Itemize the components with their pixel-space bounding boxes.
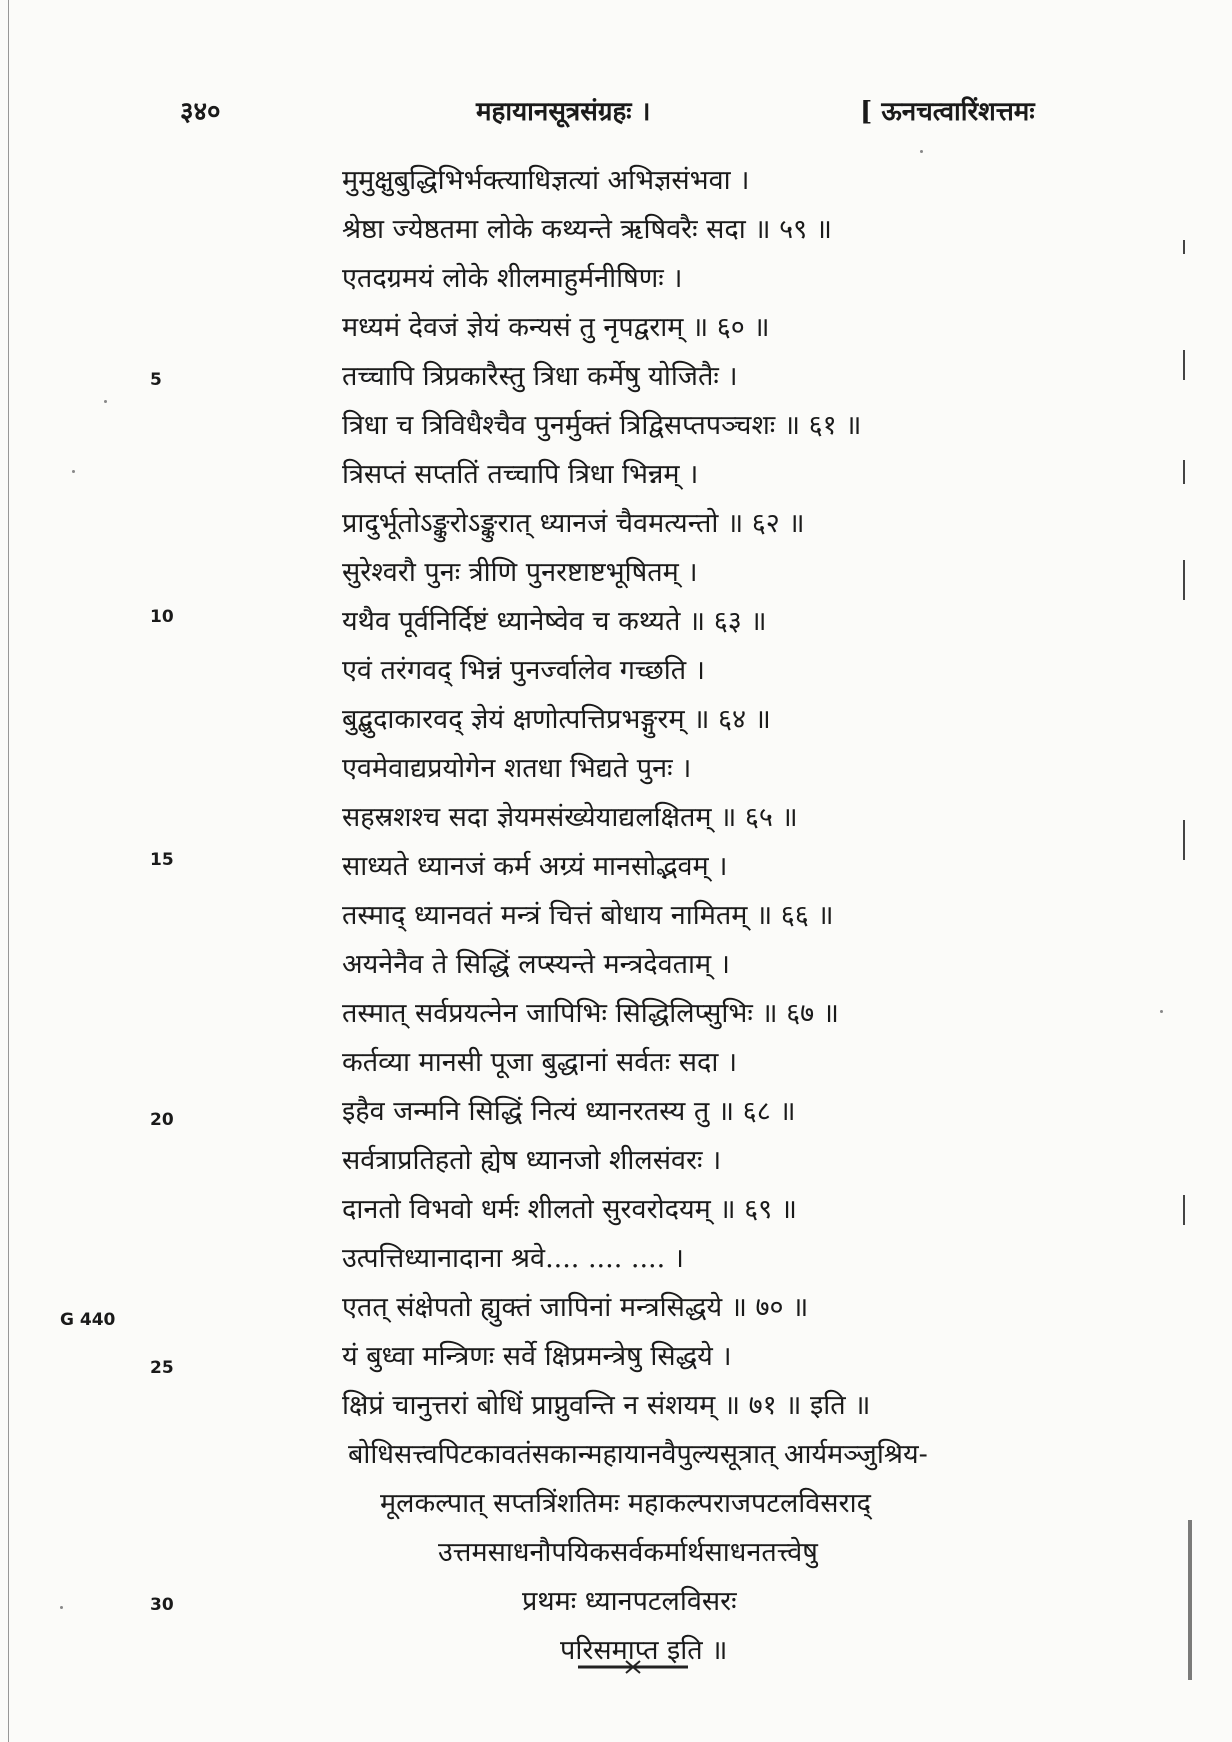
verse-line: तस्माद् ध्यानवतं मन्त्रं चित्तं बोधाय नामितम् ॥ ६६ ॥ <box>342 900 834 931</box>
verse-line: सर्वत्राप्रतिहतो ह्येष ध्यानजो शीलसंवरः । <box>342 1145 722 1176</box>
verse-line: तस्मात् सर्वप्रयत्नेन जापिभिः सिद्धिलिप्सुभिः ॥ ६७ ॥ <box>342 998 839 1029</box>
chapter-heading: [ ऊनचत्वारिंशत्तमः <box>860 97 1035 127</box>
ornament-divider <box>578 1660 688 1674</box>
verse-line: श्रेष्ठा ज्येष्ठतमा लोके कथ्यन्ते ऋषिवरैः सदा ॥ ५९ ॥ <box>342 214 832 245</box>
scan-mark <box>1183 1195 1185 1225</box>
verse-line: एवमेवाद्यप्रयोगेन शतधा भिद्यते पुनः । <box>342 753 692 784</box>
margin-line-number: 20 <box>150 1110 174 1130</box>
margin-line-number: 30 <box>150 1595 174 1615</box>
verse-line: कर्तव्या मानसी पूजा बुद्धानां सर्वतः सदा । <box>342 1047 738 1078</box>
scan-mark <box>1183 350 1185 380</box>
verse-line: तच्चापि त्रिप्रकारैस्तु त्रिधा कर्मेषु योजितैः । <box>342 361 738 392</box>
scan-mark <box>1183 240 1185 254</box>
verse-line: इहैव जन्मनि सिद्धिं नित्यं ध्यानरतस्य तु ॥ ६८ ॥ <box>342 1096 796 1127</box>
page-header <box>0 92 1232 132</box>
verse-line: त्रिधा च त्रिविधैश्चैव पुनर्मुक्तं त्रिद्विसप्तपञ्चशः ॥ ६१ ॥ <box>342 410 862 441</box>
scan-speck <box>104 400 107 403</box>
scan-mark <box>1188 1520 1192 1680</box>
running-title: महायानसूत्रसंग्रहः । <box>476 97 651 127</box>
verse-line: दानतो विभवो धर्मः शीलतो सुरवरोदयम् ॥ ६९ ॥ <box>342 1194 797 1225</box>
scan-speck <box>920 150 923 153</box>
verse-line: यं बुध्वा मन्त्रिणः सर्वे क्षिप्रमन्त्रेषु सिद्धये । <box>342 1341 732 1372</box>
margin-line-number: 15 <box>150 850 174 870</box>
verse-line: मध्यमं देवजं ज्ञेयं कन्यसं तु नृपद्वराम् ॥ ६० ॥ <box>342 312 770 343</box>
margin-line-number: 5 <box>150 370 162 390</box>
colophon-line: प्रथमः ध्यानपटलविसरः <box>522 1586 737 1617</box>
colophon-line: बोधिसत्त्वपिटकावतंसकान्महायानवैपुल्यसूत्रात् आर्यमञ्जुश्रिय- <box>348 1439 928 1470</box>
colophon-line: मूलकल्पात् सप्तत्रिंशतिमः महाकल्पराजपटलविसराद् <box>380 1488 871 1519</box>
colophon-line: परिसमाप्त इति ॥ <box>560 1635 728 1666</box>
verse-line: एतत् संक्षेपतो ह्युक्तं जापिनां मन्त्रसिद्धये ॥ ७० ॥ <box>342 1292 809 1323</box>
verse-line: त्रिसप्तं सप्ततिं तच्चापि त्रिधा भिन्नम् । <box>342 459 699 490</box>
scan-speck <box>60 1606 63 1609</box>
verse-line: एवं तरंगवद् भिन्नं पुनर्ज्वालेव गच्छति । <box>342 655 705 686</box>
margin-reference: G 440 <box>60 1310 116 1330</box>
page-number: ३४० <box>180 97 221 127</box>
scan-speck <box>72 470 75 473</box>
verse-line: अयनेनैव ते सिद्धिं लप्स्यन्ते मन्त्रदेवताम् । <box>342 949 730 980</box>
verse-line: यथैव पूर्वनिर्दिष्टं ध्यानेष्वेव च कथ्यते ॥ ६३ ॥ <box>342 606 767 637</box>
verse-line: मुमुक्षुबुद्धिभिर्भक्त्याधिज्ञत्यां अभिज्ञसंभवा । <box>342 165 750 196</box>
verse-line: बुद्बुदाकारवद् ज्ञेयं क्षणोत्पत्तिप्रभङ्गुरम् ॥ ६४ ॥ <box>342 704 771 735</box>
scan-mark <box>1183 560 1185 600</box>
colophon-line: उत्तमसाधनौपयिकसर्वकर्मार्थसाधनतत्त्वेषु <box>438 1537 818 1568</box>
scan-mark <box>1183 460 1185 484</box>
verse-line: सहस्रशश्च सदा ज्ञेयमसंख्येयाद्यलक्षितम् ॥ ६५ ॥ <box>342 802 798 833</box>
scan-mark <box>1183 820 1185 860</box>
verse-line: उत्पत्तिध्यानादाना श्रवे.... .... .... । <box>342 1243 685 1274</box>
verse-line: साध्यते ध्यानजं कर्म अग्र्यं मानसोद्भवम् । <box>342 851 728 882</box>
verse-line: प्रादुर्भूतोऽङ्कुरोऽङ्कुरात् ध्यानजं चैवमत्यन्तो ॥ ६२ ॥ <box>342 508 805 539</box>
verse-line: एतदग्रमयं लोके शीलमाहुर्मनीषिणः । <box>342 263 683 294</box>
margin-line-number: 10 <box>150 607 174 627</box>
verse-line: क्षिप्रं चानुत्तरां बोधिं प्राप्नुवन्ति न संशयम् ॥ ७१ ॥ इति ॥ <box>342 1390 871 1421</box>
verse-line: सुरेश्वरौ पुनः त्रीणि पुनरष्टाष्टभूषितम् । <box>342 557 698 588</box>
margin-line-number: 25 <box>150 1358 174 1378</box>
binding-edge-line <box>8 0 9 1742</box>
scan-speck <box>1160 1010 1163 1013</box>
